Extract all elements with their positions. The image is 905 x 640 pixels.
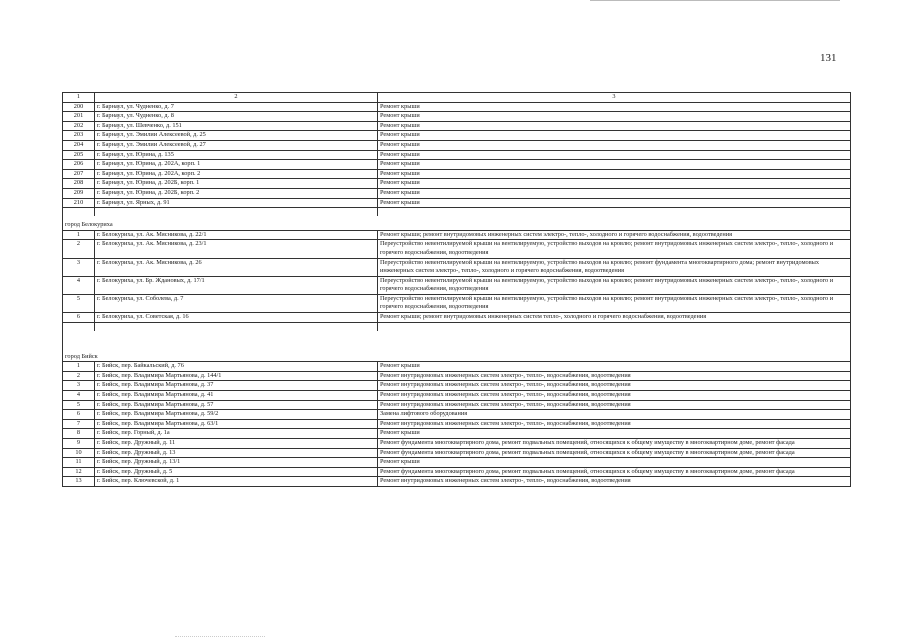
row-work: Ремонт крыши [378, 362, 851, 372]
row-work: Ремонт внутридомовых инженерных систем электро-, тепло-, водоснабжения, водоотведения [378, 419, 851, 429]
spacer-cell [378, 322, 851, 331]
spacer-cell [63, 208, 95, 217]
row-work: Ремонт крыши [378, 131, 851, 141]
table-header-row [63, 93, 851, 103]
table-row [63, 258, 851, 276]
table-row [63, 198, 851, 208]
row-number: 2 [63, 240, 95, 258]
row-address: г. Барнаул, ул. Юрина, д. 202Б, корп. 1 [95, 179, 378, 189]
row-address: г. Белокуриха, ул. Ак. Мясникова, д. 23/1 [95, 240, 378, 258]
row-work: Ремонт внутридомовых инженерных систем электро-, тепло-, водоснабжения, водоотведения [378, 477, 851, 487]
table-row [63, 276, 851, 294]
spacer-cell [95, 208, 378, 217]
row-address: г. Барнаул, ул. Эмилии Алексеевой, д. 27 [95, 140, 378, 150]
row-number: 207 [63, 169, 95, 179]
row-work: Ремонт крыши [378, 188, 851, 198]
section-title: город Бийск [63, 331, 851, 362]
row-number: 209 [63, 188, 95, 198]
row-work: Ремонт фундамента многоквартирного дома, ремонт подвальных помещений, относящихся к общему имуществу в многоквартирном доме, ремонт фасада [378, 467, 851, 477]
spacer-cell [63, 322, 95, 331]
row-address: г. Бийск, пер. Байкальский, д. 76 [95, 362, 378, 372]
row-number: 7 [63, 419, 95, 429]
table-row [63, 467, 851, 477]
top-edge-line [590, 0, 840, 1]
row-number: 3 [63, 381, 95, 391]
row-address: г. Белокуриха, ул. Ак. Мясникова, д. 26 [95, 258, 378, 276]
table-row [63, 188, 851, 198]
row-number: 205 [63, 150, 95, 160]
row-address: г. Бийск, пер. Владимира Мартьянова, д. 144/1 [95, 371, 378, 381]
row-address: г. Барнаул, ул. Эмилии Алексеевой, д. 25 [95, 131, 378, 141]
table-row [63, 381, 851, 391]
row-address: г. Барнаул, ул. Чудненко, д. 7 [95, 102, 378, 112]
row-address: г. Барнаул, ул. Ярных, д. 91 [95, 198, 378, 208]
section-spacer [63, 322, 851, 331]
row-number: 13 [63, 477, 95, 487]
table-row [63, 294, 851, 312]
row-number: 204 [63, 140, 95, 150]
row-number: 8 [63, 429, 95, 439]
header-col-address: 2 [95, 93, 378, 103]
row-address: г. Барнаул, ул. Чудненко, д. 8 [95, 112, 378, 122]
table-row [63, 150, 851, 160]
row-work: Ремонт крыши [378, 150, 851, 160]
row-address: г. Бийск, пер. Ключевской, д. 1 [95, 477, 378, 487]
row-number: 200 [63, 102, 95, 112]
table-row [63, 400, 851, 410]
header-col-number: 1 [63, 93, 95, 103]
row-address: г. Бийск, пер. Владимира Мартьянова, д. 37 [95, 381, 378, 391]
row-address: г. Бийск, пер. Горный, д. 1а [95, 429, 378, 439]
row-number: 10 [63, 448, 95, 458]
table-row [63, 230, 851, 240]
row-address: г. Бийск, пер. Дружный, д. 13 [95, 448, 378, 458]
table-row [63, 419, 851, 429]
row-number: 4 [63, 276, 95, 294]
row-work: Ремонт внутридомовых инженерных систем электро-, тепло-, водоснабжения, водоотведения [378, 371, 851, 381]
row-address: г. Барнаул, ул. Юрина, д. 202А, корп. 1 [95, 160, 378, 170]
row-work: Ремонт внутридомовых инженерных систем электро-, тепло-, водоснабжения, водоотведения [378, 381, 851, 391]
row-work: Переустройство невентилируемой крыши на вентилируемую, устройство выходов на кровлю; ремонт фундамента многоквартирного дома; ремонт внутридомовых инженерных систем электро-, тепло-, холодного и горячего водоснабжения, водоотведения [378, 258, 851, 276]
table-row [63, 313, 851, 323]
row-address: г. Барнаул, ул. Юрина, д. 135 [95, 150, 378, 160]
row-number: 5 [63, 400, 95, 410]
table-row [63, 240, 851, 258]
row-address: г. Барнаул, ул. Юрина, д. 202Б, корп. 2 [95, 188, 378, 198]
spacer-cell [378, 208, 851, 217]
header-col-work: 3 [378, 93, 851, 103]
row-work: Ремонт фундамента многоквартирного дома, ремонт подвальных помещений, относящихся к общему имуществу в многоквартирном доме, ремонт фасада [378, 439, 851, 449]
row-address: г. Белокуриха, ул. Бр. Ждановых, д. 17/1 [95, 276, 378, 294]
table-row [63, 131, 851, 141]
table-row [63, 448, 851, 458]
row-work: Ремонт крыши [378, 121, 851, 131]
row-number: 12 [63, 467, 95, 477]
row-address: г. Белокуриха, ул. Соболева, д. 7 [95, 294, 378, 312]
row-number: 3 [63, 258, 95, 276]
row-number: 4 [63, 391, 95, 401]
row-address: г. Бийск, пер. Дружный, д. 13/1 [95, 458, 378, 468]
row-address: г. Бийск, пер. Владимира Мартьянова, д. 59/2 [95, 410, 378, 420]
table-row [63, 371, 851, 381]
table-row [63, 429, 851, 439]
row-number: 203 [63, 131, 95, 141]
row-number: 9 [63, 439, 95, 449]
row-address: г. Бийск, пер. Владимира Мартьянова, д. 63/1 [95, 419, 378, 429]
table-row [63, 439, 851, 449]
row-work: Ремонт крыши [378, 179, 851, 189]
row-address: г. Белокуриха, ул. Ак. Мясникова, д. 22/1 [95, 230, 378, 240]
row-work: Замена лифтового оборудования [378, 410, 851, 420]
table-row [63, 477, 851, 487]
section-heading-row [63, 216, 851, 230]
row-number: 6 [63, 410, 95, 420]
page-number: 131 [820, 52, 837, 64]
row-work: Ремонт крыши [378, 160, 851, 170]
bottom-scan-mark [175, 636, 265, 637]
row-work: Ремонт крыши [378, 458, 851, 468]
section-title: город Белокуриха [63, 216, 851, 230]
table-row [63, 391, 851, 401]
row-work: Переустройство невентилируемой крыши на вентилируемую, устройство выходов на кровлю; ремонт внутридомовых инженерных систем электро-, тепло-, холодного и горячего водоснабжения, водоотведения [378, 294, 851, 312]
row-address: г. Барнаул, ул. Юрина, д. 202А, корп. 2 [95, 169, 378, 179]
row-address: г. Барнаул, ул. Шевченко, д. 151 [95, 121, 378, 131]
row-number: 5 [63, 294, 95, 312]
repair-register-table [62, 92, 851, 487]
row-number: 202 [63, 121, 95, 131]
row-work: Ремонт внутридомовых инженерных систем электро-, тепло-, водоснабжения, водоотведения [378, 391, 851, 401]
row-number: 1 [63, 362, 95, 372]
spacer-cell [95, 322, 378, 331]
table-row [63, 112, 851, 122]
row-number: 210 [63, 198, 95, 208]
table-row [63, 140, 851, 150]
row-number: 201 [63, 112, 95, 122]
section-heading-row [63, 331, 851, 362]
row-number: 6 [63, 313, 95, 323]
table-row [63, 102, 851, 112]
row-address: г. Бийск, пер. Дружный, д. 11 [95, 439, 378, 449]
row-work: Ремонт фундамента многоквартирного дома, ремонт подвальных помещений, относящихся к общему имуществу в многоквартирном доме, ремонт фасада [378, 448, 851, 458]
table-row [63, 410, 851, 420]
row-address: г. Бийск, пер. Владимира Мартьянова, д. 41 [95, 391, 378, 401]
row-work: Ремонт крыши; ремонт внутридомовых инженерных систем тепло-, холодного и горячего водоснабжения, водоотведения [378, 313, 851, 323]
section-spacer [63, 208, 851, 217]
row-work: Ремонт внутридомовых инженерных систем электро-, тепло-, водоснабжения, водоотведения [378, 400, 851, 410]
table-row [63, 458, 851, 468]
row-work: Ремонт крыши; ремонт внутридомовых инженерных систем электро-, тепло-, холодного и горячего водоснабжения, водоотведения [378, 230, 851, 240]
row-work: Ремонт крыши [378, 429, 851, 439]
table-row [63, 160, 851, 170]
row-work: Ремонт крыши [378, 112, 851, 122]
row-address: г. Бийск, пер. Дружный, д. 5 [95, 467, 378, 477]
row-number: 208 [63, 179, 95, 189]
row-work: Ремонт крыши [378, 169, 851, 179]
row-number: 206 [63, 160, 95, 170]
row-number: 1 [63, 230, 95, 240]
table-body [63, 102, 851, 486]
row-work: Переустройство невентилируемой крыши на вентилируемую, устройство выходов на кровлю; ремонт внутридомовых инженерных систем электро-, тепло-, холодного и горячего водоснабжения, водоотведения [378, 240, 851, 258]
table-row [63, 169, 851, 179]
row-work: Ремонт крыши [378, 140, 851, 150]
row-work: Ремонт крыши [378, 198, 851, 208]
table-row [63, 362, 851, 372]
row-work: Переустройство невентилируемой крыши на вентилируемую, устройство выходов на кровлю; ремонт внутридомовых инженерных систем электро-, тепло-, холодного и горячего водоснабжения, водоотведения [378, 276, 851, 294]
row-number: 11 [63, 458, 95, 468]
table-row [63, 179, 851, 189]
row-address: г. Белокуриха, ул. Советская, д. 16 [95, 313, 378, 323]
table-row [63, 121, 851, 131]
row-number: 2 [63, 371, 95, 381]
row-work: Ремонт крыши [378, 102, 851, 112]
row-address: г. Бийск, пер. Владимира Мартьянова, д. 57 [95, 400, 378, 410]
